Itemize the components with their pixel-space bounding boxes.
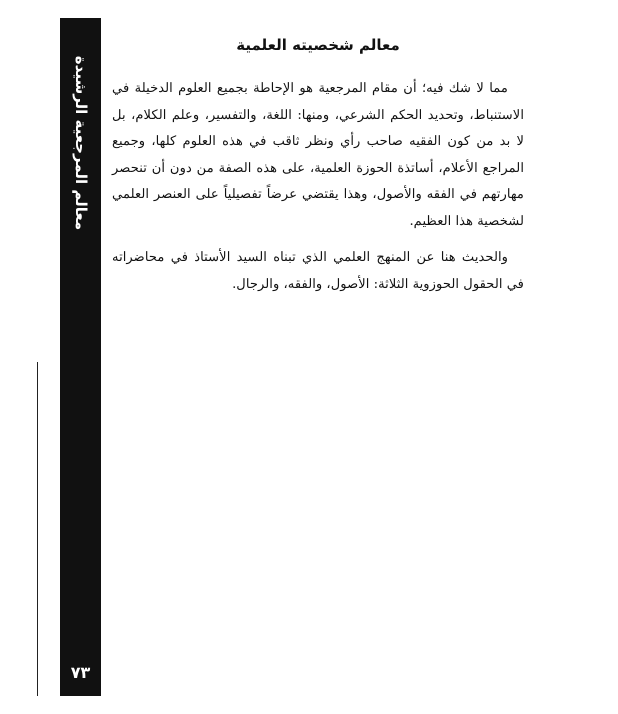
- page-content: [112, 30, 524, 308]
- page-number: ٧٣: [70, 663, 91, 682]
- paragraph-2: والحديث هنا عن المنهج العلمي الذي تبناه السيد الأستاذ في محاضراته في الحقول الحوزوية الثلاثة: الأصول، والفقه، والرجال.: [112, 250, 524, 292]
- side-banner: [60, 18, 101, 696]
- running-title: معالم المرجعية الرشيدة: [71, 55, 90, 231]
- running-title-container: [60, 18, 101, 268]
- section-heading: معالم شخصيته العلمية: [236, 36, 400, 54]
- margin-rule: [37, 362, 38, 696]
- paragraph-1: مما لا شك فيه؛ أن مقام المرجعية هو الإحاطة بجميع العلوم الدخيلة في الاستنباط، وتحديد الحكم الشرعي، ومنها: اللغة، والتفسير، وعلم الكلام، بل لا بد من كون الفقيه صاحب رأي ونظر ثاقب في هذه العلوم كلها، وجميع المراجع الأعلام، أساتذة الحوزة العلمية، على هذه الصفة من دون أن تنحصر مهارتهم في الفقه والأصول، وهذا يقتضي عرضاً تفصيلياً على العنصر العلمي لشخصية هذا العظيم.: [112, 81, 524, 229]
